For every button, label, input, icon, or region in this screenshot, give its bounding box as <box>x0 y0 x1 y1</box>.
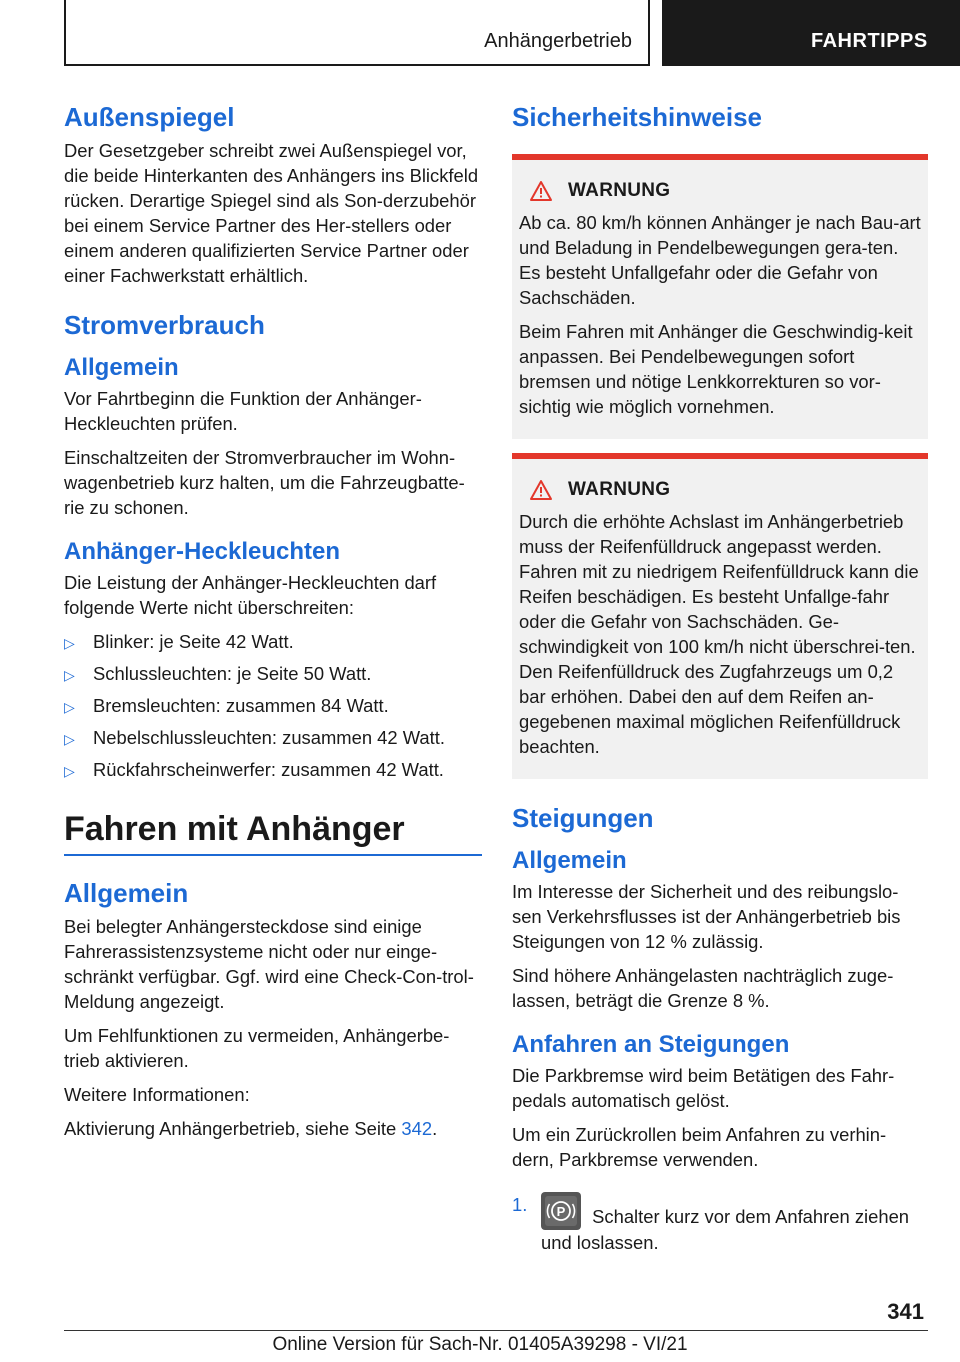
header-chapter-tab: FAHRTIPPS <box>662 0 960 66</box>
list-item: ▷ Schlussleuchten: je Seite 50 Watt. <box>64 661 482 686</box>
svg-text:P: P <box>556 1204 566 1219</box>
warning-label: WARNUNG <box>568 180 671 201</box>
right-column <box>512 100 928 1255</box>
heading-steigungen: Steigungen <box>512 803 654 833</box>
list-item: ▷ Rückfahrscheinwerfer: zusammen 42 Watt. <box>64 757 482 782</box>
subheading-anfahren-steigungen: Anfahren an Steigungen <box>512 1031 790 1058</box>
left-column <box>64 100 482 1150</box>
paragraph-parkbremse-geloest: Die Parkbremse wird beim Betätigen des Fahr-pedals automatisch gelöst. <box>512 1065 895 1111</box>
paragraph-einschaltzeiten: Einschaltzeiten der Stromverbraucher im Wohn-wagenbetrieb kurz halten, um die Fahrzeugbatte-rie zu schonen. <box>64 447 465 518</box>
footer-version-text: Online Version für Sach-Nr. 01405A39298 - VI/21 <box>272 1334 688 1355</box>
paragraph-grenze-8: Sind höhere Anhängelasten nachträglich zuge-lassen, beträgt die Grenze 8 %. <box>512 965 894 1011</box>
heading-fahren-mit-anhaenger: Fahren mit Anhänger <box>64 806 482 856</box>
paragraph-funktion-pruefen: Vor Fahrtbeginn die Funktion der Anhänger-Heckleuchten prüfen. <box>64 388 422 434</box>
step-number: 1. <box>512 1194 528 1215</box>
triangle-right-icon: ▷ <box>64 731 75 747</box>
step-item <box>512 1192 928 1255</box>
parking-brake-icon <box>541 1192 581 1230</box>
list-item: ▷ Nebelschlussleuchten: zusammen 42 Watt. <box>64 725 482 750</box>
triangle-right-icon: ▷ <box>64 763 75 779</box>
paragraph-aussenspiegel: Der Gesetzgeber schreibt zwei Außenspiegel vor, die beide Hinterkanten des Anhängers ins Blickfeld rücken. Derartige Spiegel sind als Son-derzubehör bei einem Service Partner des Her-stellers oder einem anderen qualifizierten Service Partner oder einer Fachwerkstatt erhältlich. <box>64 140 479 286</box>
heading-aussenspiegel: Außenspiegel <box>64 102 235 132</box>
paragraph-steigung-12: Im Interesse der Sicherheit und des reibungslo-sen Verkehrsflusses ist der Anhängerbetrieb bis Steigungen von 12 % zulässig. <box>512 881 901 952</box>
warning-text-geschwindigkeit: Beim Fahren mit Anhänger die Geschwindig-keit anpassen. Bei Pendelbewegungen sofort bremsen und nötige Lenkkorrekturen so vor-sichtig wie möglich vornehmen. <box>519 321 913 417</box>
paragraph-steckdose: Bei belegter Anhängersteckdose sind einige Fahrerassistenzsysteme nicht oder nur einge-schränkt verfügbar. Ggf. wird eine Check-Con-trol-Meldung angezeigt. <box>64 916 474 1012</box>
triangle-right-icon: ▷ <box>64 635 75 651</box>
subheading-allgemein-steigungen: Allgemein <box>512 847 627 874</box>
footer-divider <box>64 1330 928 1331</box>
paragraph-zurueckrollen: Um ein Zurückrollen beim Anfahren zu verhin-dern, Parkbremse verwenden. <box>512 1124 887 1170</box>
subheading-allgemein-fahren: Allgemein <box>64 878 189 908</box>
subheading-anhaenger-heckleuchten: Anhänger-Heckleuchten <box>64 538 341 565</box>
paragraph-leistung: Die Leistung der Anhänger-Heckleuchten darf folgende Werte nicht überschreiten: <box>64 572 437 618</box>
wattage-list <box>64 629 482 782</box>
warning-triangle-icon <box>529 479 553 501</box>
list-item: ▷ Bremsleuchten: zusammen 84 Watt. <box>64 693 482 718</box>
heading-sicherheitshinweise: Sicherheitshinweise <box>512 102 762 132</box>
triangle-right-icon: ▷ <box>64 699 75 715</box>
warning-label: WARNUNG <box>568 479 671 500</box>
warning-text-pendel: Ab ca. 80 km/h können Anhänger je nach Bau-art und Beladung in Pendelbewegungen gera-ten. Es besteht Unfallgefahr oder die Gefahr von Sachschäden. <box>519 212 921 308</box>
header-section-title: Anhängerbetrieb <box>484 30 632 52</box>
warning-box-reifendruck <box>512 453 928 779</box>
triangle-right-icon: ▷ <box>64 667 75 683</box>
page-number: 341 <box>887 1299 924 1324</box>
page-header <box>0 0 960 66</box>
paragraph-weitere-info: Weitere Informationen: <box>64 1084 250 1105</box>
page-link-342[interactable]: 342 <box>401 1118 433 1139</box>
step-text: Schalter kurz vor dem Anfahren ziehen und loslassen. <box>541 1206 910 1253</box>
paragraph-fehlfunktionen: Um Fehlfunktionen zu vermeiden, Anhängerbe-trieb aktivieren. <box>64 1025 450 1071</box>
warning-text-reifendruck: Durch die erhöhte Achslast im Anhängerbetrieb muss der Reifenfülldruck angepasst werden. Fahren mit zu niedrigem Reifenfülldruck kann die Reifen beschädigen. Es besteht Unfallge-fahr oder die Gefahr von Sachschäden. Ge-schwindigkeit von 100 km/h nicht überschrei-ten. Den Reifenfülldruck des Zugfahrzeugs um 0,2 bar erhöhen. Dabei den auf dem Reifen an-gegebenen maximal möglichen Reifenfülldruck beachten. <box>519 511 919 757</box>
warning-box-pendel <box>512 154 928 439</box>
warning-triangle-icon <box>529 180 553 202</box>
subheading-allgemein-strom: Allgemein <box>64 354 179 381</box>
paragraph-aktivierung: Aktivierung Anhängerbetrieb, siehe Seite 342. <box>64 1118 438 1139</box>
list-item: ▷ Blinker: je Seite 42 Watt. <box>64 629 482 654</box>
heading-stromverbrauch: Stromverbrauch <box>64 310 265 340</box>
header-section-box <box>64 0 650 66</box>
